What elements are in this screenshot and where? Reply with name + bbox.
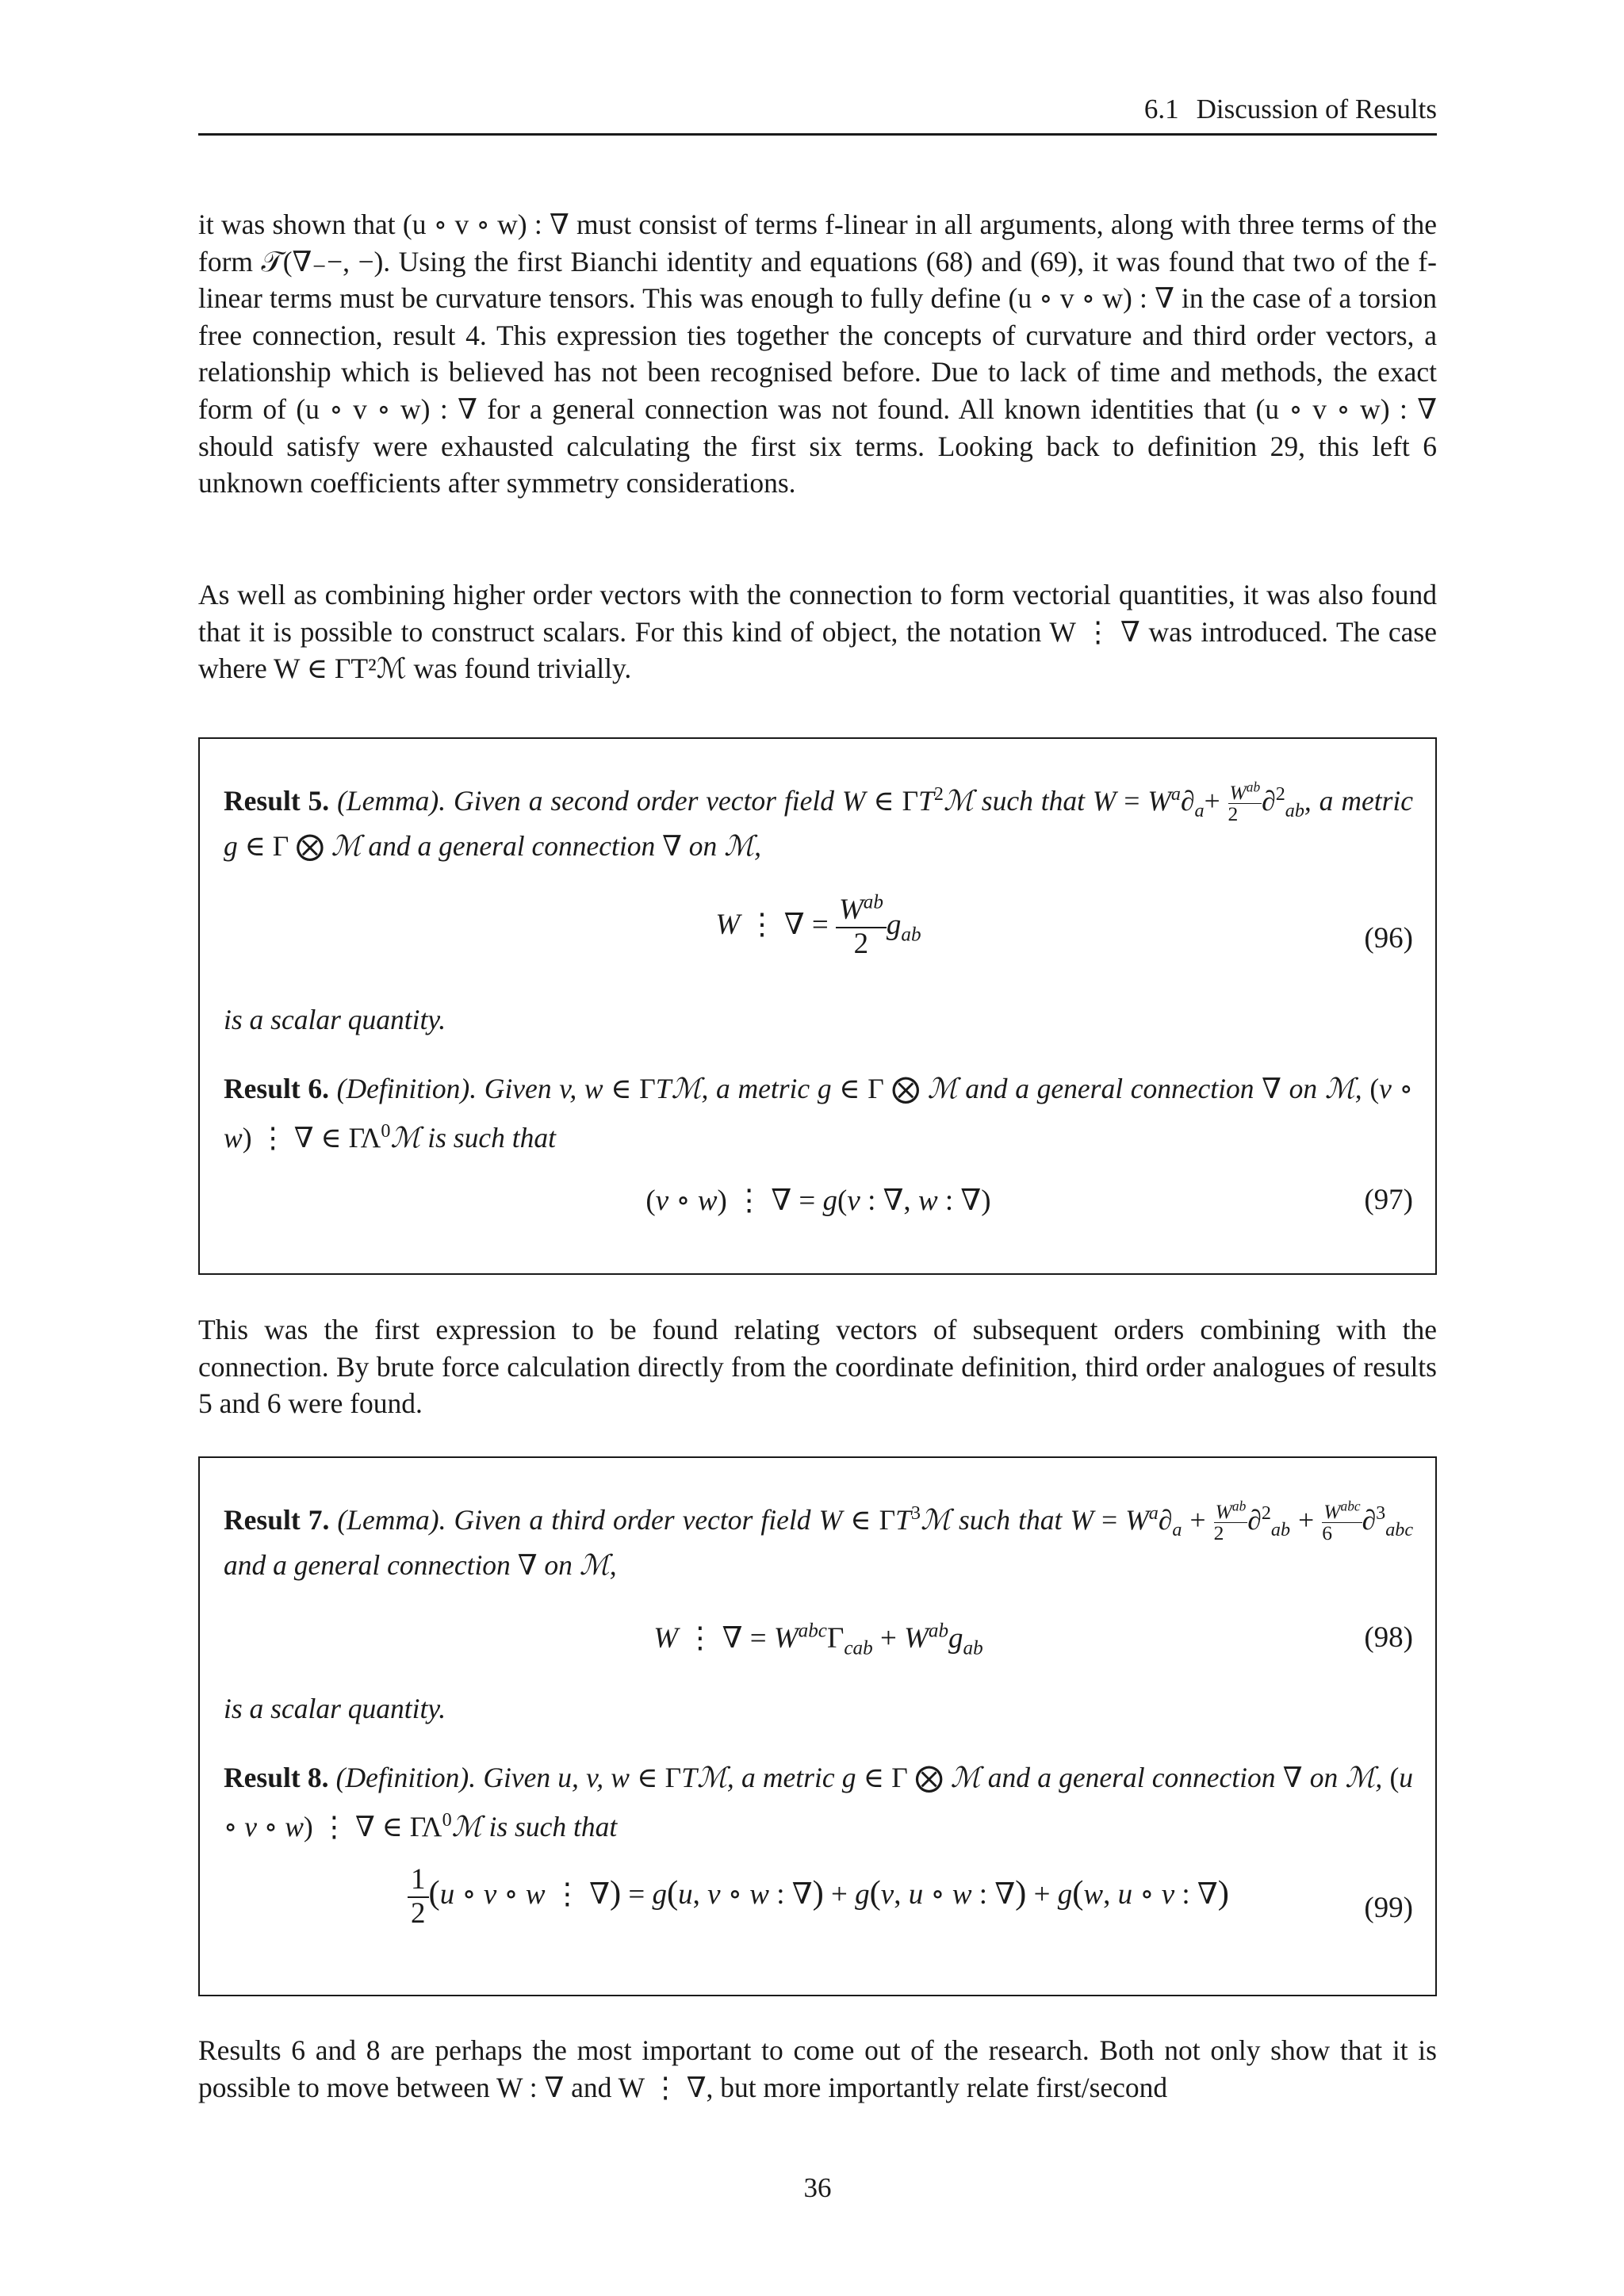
equation-97-number: (97) [1364, 1184, 1413, 1216]
equation-99-number: (99) [1364, 1892, 1413, 1924]
result-8-label: Result 8. [224, 1762, 329, 1793]
result-7-kind: (Lemma). [337, 1504, 446, 1536]
result-5-kind: (Lemma). [337, 785, 446, 817]
paragraph-3: This was the first expression to be found relating vectors of subsequent orders combining with the connection. By brute force calculation directly from the coordinate definition, third order analogues of results 5 and 6 were found. [198, 1314, 1437, 1420]
result-5-label: Result 5. [224, 785, 330, 817]
paragraph-2: As well as combining higher order vectors with the connection to form vectorial quantities, it was also found that it is possible to construct scalars. For this kind of object, the notation W ⋮ ∇ was introduced. The case where W ∈ ΓT²ℳ was found trivially. [198, 579, 1437, 685]
equation-96-number: (96) [1364, 922, 1413, 955]
page [198, 0, 1437, 2296]
equation-98: W ⋮ ∇ = $W^{abc}\Gamma_{cab} + W^{ab}g_{ab}$ (98) [653, 1620, 1413, 1659]
result-6-kind: (Definition). [336, 1073, 477, 1104]
paragraph-1: it was shown that (u ∘ v ∘ w) : ∇ must consist of terms f-linear in all arguments, along with three terms of the form 𝒯(∇₋−, −). Using the first Bianchi identity and equations (68) and (69), it was found that two of the f-linear terms must be curvature tensors. This was enough to fully define (u ∘ v ∘ w) : ∇ in the case of a torsion free connection, result 4. This expression ties together the concepts of curvature and third order vectors, a relationship which is believed has not been recognised before. Due to lack of time and methods, the exact form of (u ∘ v ∘ w) : ∇ for a general connection was not found. All known identities that (u ∘ v ∘ w) : ∇ should satisfy were exhausted calculating the first six terms. Looking back to definition 29, this left 6 unknown coefficients after symmetry considerations. [198, 209, 1437, 499]
section-title: Discussion of Results [1196, 94, 1437, 124]
result-8-statement: Result 8. (Definition). Given u, v, w ∈ ΓTℳ, a metric g ∈ Γ ⨂ ℳ and a general connection ∇ on ℳ, (u ∘ v ∘ w) ⋮ ∇ ∈ $\Gamma\Lambda^0ℳ$ is such that [224, 1762, 1414, 1843]
equation-96: W ⋮ ∇ = $\frac{W^{ab}}{2}$ $g_{ab}$ (96) [715, 891, 1413, 960]
result-7-label: Result 7. [224, 1504, 330, 1536]
result-5-statement: Result 5. (Lemma). Given a second order vector field W ∈ $\Gamma T^2ℳ$ such that $W = W^a\partial_a+$ $W^{ab}$ 2 ∂$^2_{ab}$, a metric g ∈ Γ ⨂ ℳ and a general connection ∇ on ℳ, [224, 779, 1414, 863]
result-box-2 [198, 1456, 1437, 1996]
result-7-statement: Result 7. (Lemma). Given a third order vector field W ∈ $\Gamma T^3ℳ$ such that $W = W^a\partial_a$ + $W^{ab}$ 2 ∂$^2_{ab}$ + $W^{abc}$ 6 ∂$^3_{abc}$ and a general connection ∇ on ℳ, [224, 1498, 1414, 1582]
result-6-label: Result 6. [224, 1073, 329, 1104]
result-box-1 [198, 737, 1437, 1275]
page-number: 36 [803, 2172, 832, 2203]
section-number: 6.1 [1143, 94, 1179, 124]
result-6-statement: Result 6. (Definition). Given v, w ∈ ΓTℳ, a metric g ∈ Γ ⨂ ℳ and a general connection ∇ on ℳ, (v ∘ w) ⋮ ∇ ∈ $\Gamma\Lambda^0ℳ$ is such that [224, 1073, 1414, 1154]
result-5-tail: is a scalar quantity. [224, 1004, 446, 1035]
result-7-tail: is a scalar quantity. [224, 1693, 446, 1724]
paragraph-4: Results 6 and 8 are perhaps the most important to come out of the research. Both not only show that it is possible to move between W : ∇ and W ⋮ ∇, but more importantly relate first/second [198, 2034, 1437, 2103]
equation-99: $\frac{1}{2}$ (u ∘ v ∘ w ⋮ ∇) = g(u, v ∘ w : ∇) + g(v, u ∘ w : ∇) + g(w, u ∘ v : ∇) (99) [224, 1864, 1413, 1943]
header-rule [198, 133, 1437, 136]
running-head [1144, 94, 1437, 125]
equation-98-number: (98) [1364, 1621, 1413, 1654]
equation-97: (v ∘ w) ⋮ ∇ = g(v : ∇, w : ∇) (97) [645, 1184, 1413, 1217]
result-8-kind: (Definition). [335, 1762, 477, 1793]
